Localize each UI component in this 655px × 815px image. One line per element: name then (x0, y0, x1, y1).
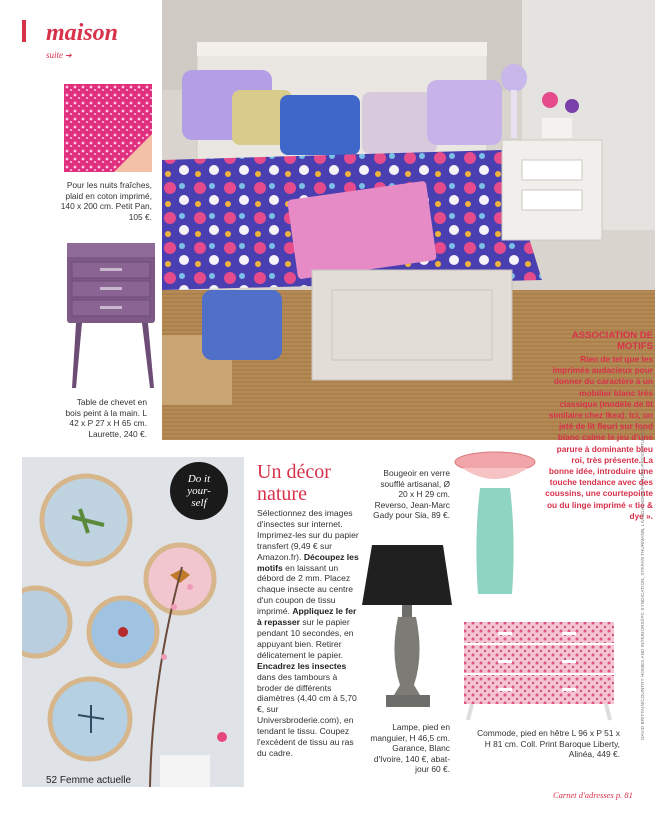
lamp-caption: Lampe, pied en manguier, H 46,5 cm. Garance, Blanc d'Ivoire, 140 €, abat-jour 60 €. (370, 722, 450, 774)
candlestick-caption: Bougeoir en verre soufflé artisanal, Ø 20 x H 29 cm. Reverso, Jean-Marc Gady pour Sia, 89 €. (373, 468, 450, 520)
photo-credits-text: DAVID BRITTAIN/COUNTRY HOMES AND INTERIORS/IPC SYNDICATION, STEFAN THURMANN, LIVINGATHOME/PICTURE-PRESS/STUDIO X (640, 426, 645, 740)
article-p2: en laissant un débord de 2 mm. Placez chaque insecte au centre d'un coupon de tissu imprimé. (257, 562, 354, 617)
magazine-name: Femme actuelle (59, 775, 132, 786)
photo-credits (640, 426, 650, 740)
association-title: ASSOCIATION DE MOTIFS (571, 330, 653, 352)
article-p3: sur le papier pendant 10 secondes, en appuyant bien. Retirer délicatement le papier. (257, 617, 354, 660)
embroidery-hoops-photo (22, 457, 244, 787)
article-body (257, 508, 363, 759)
diy-badge (170, 462, 228, 520)
article-b3: Encadrez les insectes (257, 660, 347, 671)
article-title: Un décor nature (257, 461, 331, 505)
section-subtitle: suite ➔ (46, 50, 72, 60)
page-number: 52 (46, 775, 58, 786)
association-sidebar (545, 330, 653, 522)
article-p1: Sélectionnez des images d'insectes sur internet. Imprimez-les sur du papier transfert (9,49 € sur Amazon.fr). (257, 508, 359, 562)
badge-line-3: self (191, 497, 207, 509)
dresser-image (462, 612, 622, 722)
candlestick-image (452, 448, 538, 600)
header-accent-bar (22, 20, 26, 42)
quilt-image (64, 84, 152, 172)
page-footer (46, 775, 131, 786)
article-p4: dans des tambours à broder de différents diamètres (4,40 cm à 5,70 €, sur Universbroderie.com), en tendant le tissu. Coupez l'excédent de tissu au ras du cadre. (257, 671, 357, 758)
quilt-caption: Pour les nuits fraîches, plaid en coton imprimé, 140 x 200 cm. Petit Pan, 105 €. (60, 180, 152, 222)
association-text: Rien de tel que les imprimés audacieux pour donner du caractère à un mobilier blanc très classique (modèle de lit similaire chez Ikea). Ici, un jeté de lit fleuri sur fond blanc calme le jeu d'une parure à dominante bleu roi, très présente. La bonne idée, introduire une touche tendance avec des coussins, une courtepointe ou du linge imprimé « tie & dye ». (545, 354, 653, 521)
dresser-caption: Commode, pied en hêtre L 96 x P 51 x H 81 cm. Coll. Print Baroque Liberty, Alinéa, 449 €. (477, 728, 620, 759)
badge-line-1: Do it (187, 473, 211, 485)
article-b2: Appliquez le fer à repasser (257, 606, 357, 628)
article-b1: Découpez les motifs (257, 551, 359, 573)
nightstand-image (62, 238, 162, 398)
section-title: maison (46, 20, 119, 46)
address-book-link[interactable]: Carnet d'adresses p. 81 (553, 790, 633, 800)
badge-line-2: your- (187, 485, 211, 497)
nightstand-caption: Table de chevet en bois peint à la main. L 42 x P 27 x H 65 cm. Laurette, 240 €. (65, 397, 147, 439)
lamp-image (360, 545, 455, 725)
